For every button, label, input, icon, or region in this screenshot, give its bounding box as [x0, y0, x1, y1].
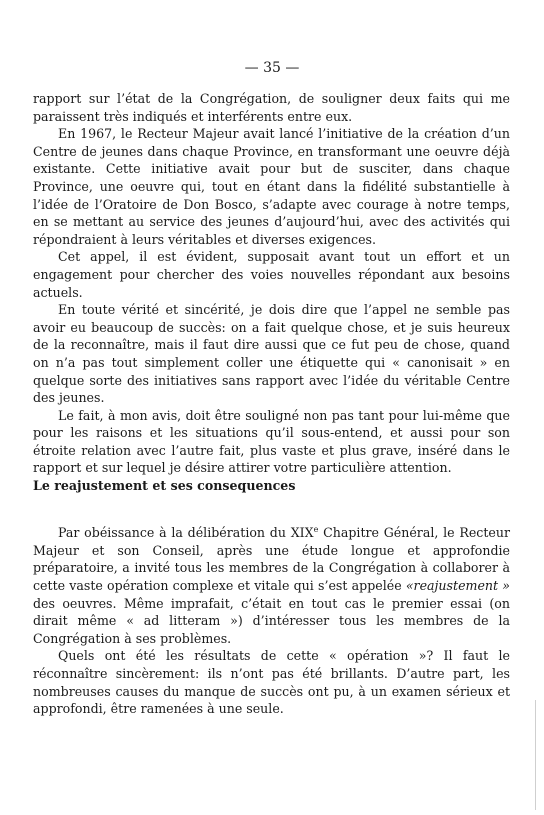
paragraph-results: Quels ont été les résultats de cette « opération »? Il faut le réconnaître sincèrement: ils n’ont pas été brillants. D’autre part, les nombreuses causes du manque de succès ont pu, à un examen sérieux et approfondi, être ramenées à une seule. [33, 648, 510, 717]
text-span: Chapitre Général, le Recteur Majeur et son Conseil, après une étude longue et approfondie préparatoire, a invité tous les membres de la Congrégation à collaborer à cette vaste opération complexe et vitale qui s’est appelée [33, 525, 510, 593]
paragraph-youth-centre: En 1967, le Recteur Majeur avait lancé l’initiative de la création d’un Centre de jeunes dans chaque Province, en transformant une oeuvre déjà existante. Cette initiative avait pour but de susciter, dans chaque Province, une oeuvre qui, tout en étant dans la fidélité substantielle à l’idée de l’Oratoire de Don Bosco, s’adapte avec courage à notre temps, en se mettant au service des jeunes d’aujourd’hui, avec des activités qui répondraient à leurs véritables et diverses exigences. [33, 126, 510, 247]
paragraph-obedience [33, 521, 510, 647]
scan-edge-line [535, 700, 536, 810]
superscript-e: e [313, 525, 319, 534]
text-span: des oeuvres. Même imprafait, c’était en tout cas le premier essai (on dirait même « ad litteram ») d’intéresser tous les membres de la Congrégation à ses problèmes. [33, 595, 510, 646]
paragraph-appeal: Cet appel, il est évident, supposait avant tout un effort et un engagement pour chercher des voies nouvelles répondant aux besoins actuels. [33, 249, 510, 300]
italic-term: «reajustement » [405, 577, 510, 593]
page-number: — 35 — [244, 60, 300, 76]
paragraph-continuation: rapport sur l’état de la Congrégation, de souligner deux faits qui me paraissent très indiqués et interférents entre eux. [33, 91, 510, 124]
paragraph-fact: Le fait, à mon avis, doit être souligné non pas tant pour lui-même que pour les raisons et les situations qu’il sous-entend, et aussi pour son étroite relation avec l’autre fait, plus vaste et plus grave, inséré dans le rapport et sur lequel je désire attirer votre particulière attention. [33, 407, 510, 476]
paragraph-sincerity: En toute vérité et sincérité, je dois dire que l’appel ne semble pas avoir eu beaucoup de succès: on a fait quelque chose, et je suis heureux de la reconnaître, mais il faut dire aussi que ce fut peu de chose, quand on n’a pas tout simplement coller une étiquette qui « canonisait » en quelque sorte des initiatives sans rapport avec l’idée du véritable Centre des jeunes. [33, 302, 510, 406]
section-body-text [33, 521, 510, 718]
body-text [33, 90, 510, 477]
section-heading: Le reajustement et ses consequences [33, 478, 296, 493]
text-span: Par obéissance à la délibération du XIX [58, 525, 314, 541]
